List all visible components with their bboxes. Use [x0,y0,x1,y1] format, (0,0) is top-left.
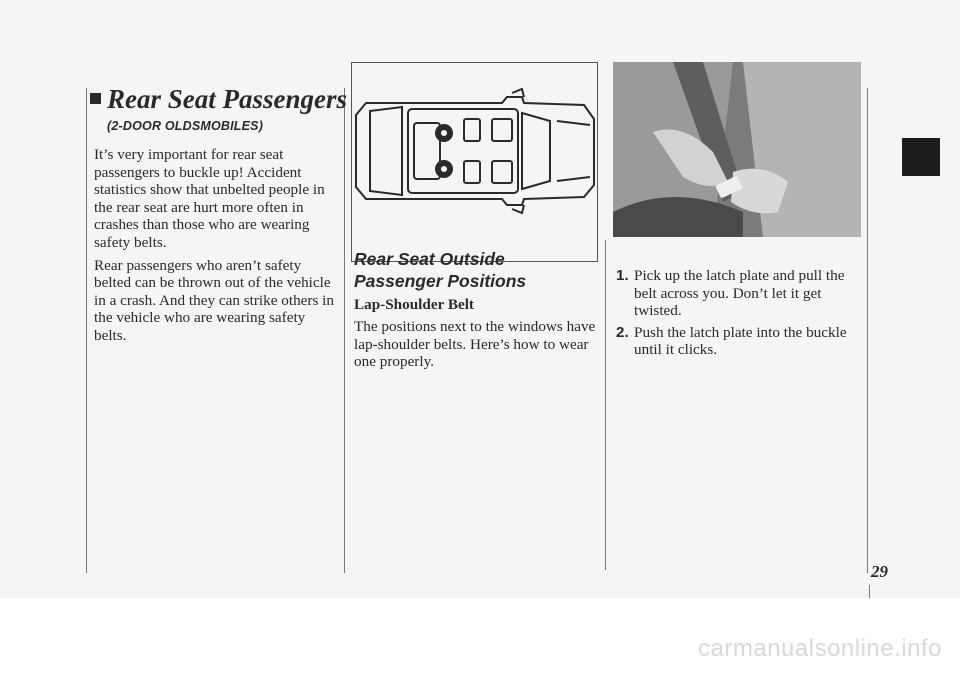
column-rule-middle [344,88,345,573]
watermark-bar [0,598,960,675]
hands-latch-plate-icon [613,62,861,237]
page-number: 29 [871,562,888,581]
watermark-text: carmanualsonline.info [698,635,942,662]
step-text: Pick up the latch plate and pull the belt across you. Don’t let it get twisted. [634,267,845,320]
step-item [616,267,856,320]
square-bullet-icon [90,93,101,104]
section-title: Rear Seat Passengers [90,84,347,115]
section-subtitle: (2-DOOR OLDSMOBILES) [107,119,264,133]
positions-heading: Rear Seat Outside Passenger Positions [354,249,527,291]
positions-text [354,318,596,376]
step-number: 1. [616,267,629,284]
positions-paragraph: The positions next to the windows have lap-shoulder belts. Here’s how to wear one properly. [354,318,596,371]
section-tab-marker [902,138,940,176]
lap-shoulder-heading: Lap-Shoulder Belt [354,296,474,313]
column-rule-left [86,88,87,573]
intro-paragraph-2: Rear passengers who aren’t safety belted can be thrown out of the vehicle in a crash. And they can strike others in the vehicle who are wearing safety belts. [94,256,334,344]
steps-list [616,267,856,363]
column-rule-edge [867,88,868,573]
step-number: 2. [616,323,629,341]
car-top-view-icon [352,63,597,261]
page-number-rule [869,585,870,599]
column-rule-right [605,240,606,570]
step-item [616,324,856,359]
step-text: Push the latch plate into the buckle until it clicks. [634,323,847,359]
car-seating-diagram [351,62,598,262]
buckling-belt-photo [613,62,861,237]
intro-paragraph-1: It’s very important for rear seat passengers to buckle up! Accident statistics show that unbelted people in the rear seat are hurt more often in crashes than those who are wearing safety belts. [94,146,325,251]
intro-text [94,146,339,350]
